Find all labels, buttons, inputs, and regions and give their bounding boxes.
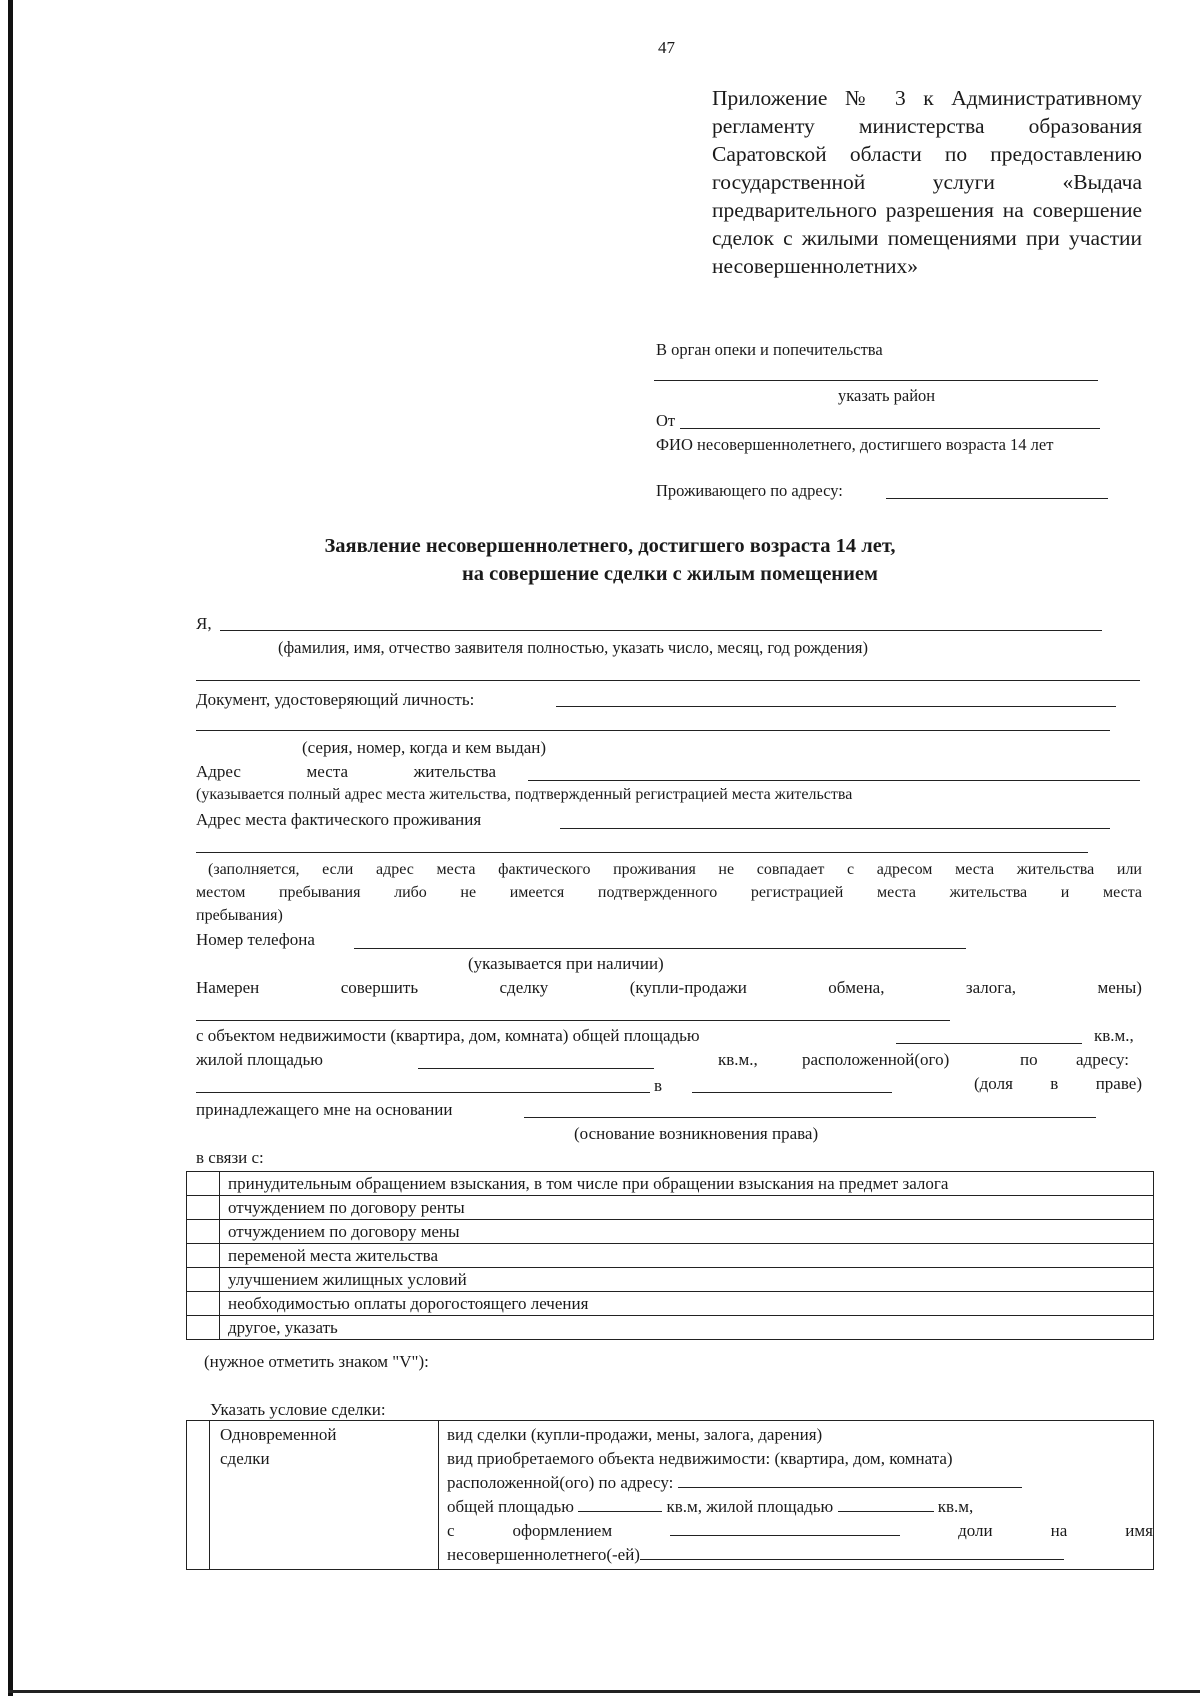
word: оформлением <box>512 1521 613 1540</box>
address-label: адресу: <box>1076 1050 1129 1069</box>
deal-area-row <box>447 1495 1153 1519</box>
checkbox-cell[interactable] <box>187 1172 220 1196</box>
fio-field-2[interactable] <box>196 680 1140 681</box>
reason-label: другое, указать <box>220 1316 1154 1340</box>
deal-area-label: общей площадью <box>447 1497 574 1516</box>
deal-with-row <box>447 1519 1153 1543</box>
deal-located-row <box>447 1471 1153 1495</box>
deal-minor-label: несовершеннолетнего(-ей) <box>447 1545 640 1564</box>
scan-border-bottom <box>8 1690 1200 1693</box>
deal-object: вид приобретаемого объекта недвижимости: (квартира, дом, комната) <box>447 1449 953 1468</box>
mark-hint: (нужное отметить знаком "V"): <box>204 1352 429 1371</box>
deal-total-area-field[interactable] <box>578 1495 662 1512</box>
i-label: Я, <box>196 614 212 633</box>
word: (купли-продажи <box>629 978 747 997</box>
word: обмена, <box>828 978 885 997</box>
title-line-2: на совершение сделки с жилым помещением <box>462 563 878 585</box>
living-area-field[interactable] <box>418 1068 654 1069</box>
v-label: в <box>654 1076 663 1095</box>
table-row <box>187 1244 1154 1268</box>
deal-type-cell <box>210 1421 439 1570</box>
reason-label: улучшением жилищных условий <box>220 1268 1154 1292</box>
deal-living-area-field[interactable] <box>838 1495 934 1512</box>
deal-minor-field[interactable] <box>640 1543 1064 1560</box>
basis-field[interactable] <box>524 1117 1096 1118</box>
checkbox-cell[interactable] <box>187 1220 220 1244</box>
residence-label <box>196 762 496 782</box>
sqm-label: кв.м., <box>1094 1026 1134 1045</box>
district-field[interactable] <box>654 380 1098 381</box>
deal-type-field[interactable] <box>196 1020 950 1021</box>
word: в <box>1050 1074 1059 1093</box>
table-row <box>187 1292 1154 1316</box>
word: Намерен <box>196 978 260 997</box>
hint-line: пребывания) <box>196 907 283 924</box>
hint-line: (заполняется, если адрес места фактического проживания не совпадает с адресом места жительства или <box>208 861 1142 878</box>
deal-details-cell <box>439 1421 1154 1570</box>
checkbox-cell[interactable] <box>187 1421 210 1570</box>
reason-label: необходимостью оплаты дорогостоящего лечения <box>220 1292 1154 1316</box>
deal-kind: вид сделки (купли-продажи, мены, залога, дарения) <box>447 1425 823 1444</box>
id-doc-hint: (серия, номер, когда и кем выдан) <box>302 738 547 757</box>
word: залога, <box>965 978 1017 997</box>
hint-line: местом пребывания либо не имеется подтвержденного регистрацией места жительства и места <box>196 884 1142 901</box>
reason-label: переменой места жительства <box>220 1244 1154 1268</box>
word: на <box>1050 1521 1068 1540</box>
share-label <box>974 1074 1142 1094</box>
word: с <box>447 1521 455 1540</box>
share-field[interactable] <box>692 1092 892 1093</box>
table-row <box>187 1316 1154 1340</box>
actual-address-label: Адрес места фактического проживания <box>196 810 482 829</box>
word: совершить <box>340 978 419 997</box>
deal-condition-label: Указать условие сделки: <box>210 1400 386 1419</box>
word: жительства <box>413 762 496 781</box>
checkbox-cell[interactable] <box>187 1244 220 1268</box>
po-label: по <box>1020 1050 1038 1069</box>
residing-label: Проживающего по адресу: <box>656 481 843 500</box>
located-label: расположенной(ого) <box>802 1050 950 1069</box>
appendix-header: Приложение № 3 к Административному регламенту министерства образования Саратовской области по предоставлению государственной услуги «Выдача предварительного разрешения на совершение сделок с жилыми помещениями при участии несовершеннолетних» <box>712 86 1142 278</box>
deal-sqm-label: кв.м, жилой площадью <box>666 1497 834 1516</box>
word: праве) <box>1095 1074 1142 1093</box>
checkbox-cell[interactable] <box>187 1196 220 1220</box>
table-row <box>187 1268 1154 1292</box>
word: мены) <box>1097 978 1142 997</box>
living-area-label: жилой площадью <box>196 1050 323 1069</box>
object-line: с объектом недвижимости (квартира, дом, комната) общей площадью <box>196 1026 700 1045</box>
from-label: От <box>656 411 676 430</box>
reason-label: принудительным обращением взыскания, в том числе при обращении взыскания на предмет залога <box>220 1172 1154 1196</box>
belonging-label: принадлежащего мне на основании <box>196 1100 453 1119</box>
word: сделку <box>499 978 549 997</box>
address-field[interactable] <box>196 1092 650 1093</box>
actual-address-field-2[interactable] <box>196 852 1088 853</box>
phone-label: Номер телефона <box>196 930 315 949</box>
intent-line <box>196 978 1142 998</box>
actual-address-field[interactable] <box>560 828 1110 829</box>
table-row <box>187 1196 1154 1220</box>
checkbox-cell[interactable] <box>187 1316 220 1340</box>
residence-hint: (указывается полный адрес места жительства, подтвержденный регистрацией места жительства <box>196 786 853 803</box>
deal-sqm-label-2: кв.м, <box>937 1497 974 1516</box>
reasons-table <box>186 1171 1154 1340</box>
deal-share-field[interactable] <box>670 1519 900 1536</box>
residing-field[interactable] <box>886 498 1108 499</box>
deal-located: расположенной(ого) по адресу: <box>447 1473 674 1492</box>
deal-minor-row <box>447 1543 1153 1567</box>
fio-field[interactable] <box>220 630 1102 631</box>
deal-address-field[interactable] <box>678 1471 1022 1488</box>
checkbox-cell[interactable] <box>187 1268 220 1292</box>
in-connection-label: в связи с: <box>196 1148 264 1167</box>
id-doc-field-2[interactable] <box>196 730 1110 731</box>
addressee-organ: В орган опеки и попечительства <box>656 340 883 359</box>
reason-label: отчуждением по договору мены <box>220 1220 1154 1244</box>
word: места <box>306 762 349 781</box>
district-hint: указать район <box>838 386 936 405</box>
page-number: 47 <box>658 38 675 57</box>
fio-hint: ФИО несовершеннолетнего, достигшего возраста 14 лет <box>656 435 1054 454</box>
deal-type-label: Одновременной сделки <box>220 1425 337 1468</box>
total-area-field[interactable] <box>896 1043 1082 1044</box>
id-doc-field[interactable] <box>556 706 1116 707</box>
deal-table <box>186 1420 1154 1570</box>
title-line-1: Заявление несовершеннолетнего, достигшего возраста 14 лет, <box>324 535 896 557</box>
table-row <box>187 1172 1154 1196</box>
phone-hint: (указывается при наличии) <box>468 954 664 973</box>
basis-hint: (основание возникновения права) <box>574 1124 819 1143</box>
document-title <box>200 532 1020 588</box>
word: доли <box>958 1521 993 1540</box>
from-field[interactable] <box>680 428 1100 429</box>
phone-field[interactable] <box>354 948 966 949</box>
id-doc-label: Документ, удостоверяющий личность: <box>196 690 475 709</box>
checkbox-cell[interactable] <box>187 1292 220 1316</box>
residence-field[interactable] <box>528 780 1140 781</box>
table-row <box>187 1220 1154 1244</box>
actual-address-hint <box>196 858 1142 927</box>
word: (доля <box>974 1074 1013 1093</box>
fio-hint: (фамилия, имя, отчество заявителя полностью, указать число, месяц, год рождения) <box>278 638 868 657</box>
table-row <box>187 1421 1154 1570</box>
word: имя <box>1125 1521 1153 1540</box>
sqm-label-2: кв.м., <box>718 1050 758 1069</box>
reason-label: отчуждением по договору ренты <box>220 1196 1154 1220</box>
scan-border-left <box>8 0 13 1696</box>
word: Адрес <box>196 762 241 781</box>
